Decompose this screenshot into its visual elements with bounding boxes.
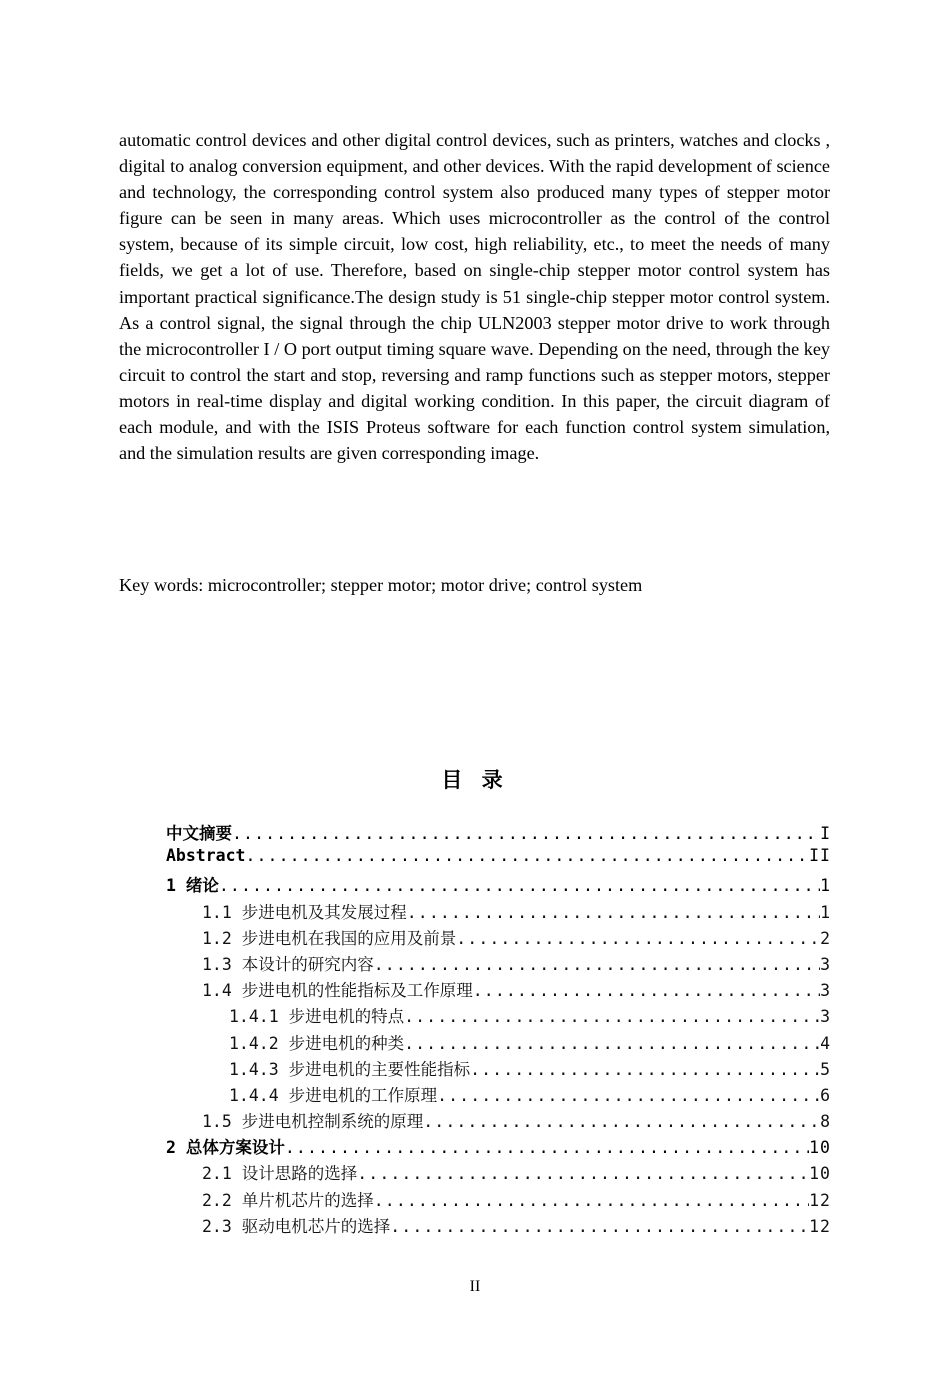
toc-entry-label: Abstract — [166, 846, 246, 866]
toc-entry-label: 1.1 步进电机及其发展过程 — [202, 902, 407, 922]
toc-entry-label: 2.3 驱动电机芯片的选择 — [202, 1216, 391, 1236]
toc-leader-dots — [407, 903, 820, 922]
toc-leader-dots — [473, 981, 820, 1000]
toc-entry-label: 2.1 设计思路的选择 — [202, 1164, 358, 1184]
toc-entry-label: 1.5 步进电机控制系统的原理 — [202, 1112, 424, 1132]
toc-entry-page: 2 — [820, 928, 831, 948]
toc-leader-dots — [285, 1138, 809, 1157]
toc-leader-dots — [470, 1060, 820, 1079]
toc-entry-1-1[interactable] — [166, 899, 831, 925]
abstract-paragraph: automatic control devices and other digital control devices, such as printers, watches and clocks , digital to analog conversion equipment, and other devices. With the rapid development of science and technology, the corresponding control system also produced many types of stepper motor figure can be seen in many areas. Which uses microcontroller as the control of the control system, because of its simple circuit, low cost, high reliability, etc., to meet the needs of many fields, we get a lot of use. Therefore, based on single-chip stepper motor control system has important practical significance.The design study is 51 single-chip stepper motor control system. As a control signal, the signal through the chip ULN2003 stepper motor drive to work through the microcontroller I / O port output timing square wave. Depending on the need, through the key circuit to control the start and stop, reversing and ramp functions such as stepper motors, stepper motors in real-time display and digital working condition. In this paper, the circuit diagram of each module, and with the ISIS Proteus software for each function control system simulation, and the simulation results are given corresponding image. — [119, 130, 830, 464]
toc-entry-page: 1 — [820, 876, 831, 896]
toc-entry-chinese-abstract[interactable] — [166, 820, 831, 846]
toc-entry-page: 4 — [820, 1033, 831, 1053]
toc-entry-label: 1.4 步进电机的性能指标及工作原理 — [202, 981, 473, 1001]
toc-entry-page: 1 — [820, 902, 831, 922]
toc-entry-page: 3 — [820, 1007, 831, 1027]
toc-leader-dots — [219, 876, 820, 895]
toc-entry-1-4-4[interactable] — [166, 1082, 831, 1108]
toc-entry-1-4-3[interactable] — [166, 1056, 831, 1082]
toc-leader-dots — [423, 1112, 820, 1131]
toc-leader-dots — [456, 929, 820, 948]
toc-entry-label: 1.2 步进电机在我国的应用及前景 — [202, 928, 457, 948]
toc-entry-abstract[interactable] — [166, 846, 831, 872]
toc-entry-1-4-1[interactable] — [166, 1003, 831, 1029]
toc-leader-dots — [390, 1217, 809, 1236]
toc-entry-page: 5 — [820, 1059, 831, 1079]
toc-entry-label: 1.3 本设计的研究内容 — [202, 954, 374, 974]
table-of-contents — [166, 820, 831, 1239]
toc-leader-dots — [357, 1164, 809, 1183]
toc-entry-1-2[interactable] — [166, 925, 831, 951]
toc-leader-dots — [404, 1034, 820, 1053]
toc-entry-chapter-2[interactable] — [166, 1134, 831, 1160]
toc-entry-page: 3 — [820, 954, 831, 974]
toc-entry-page: 3 — [820, 981, 831, 1001]
toc-entry-page: 10 — [809, 1138, 831, 1158]
toc-entry-1-4[interactable] — [166, 977, 831, 1003]
toc-entry-page: I — [820, 824, 831, 843]
toc-entry-page: 10 — [809, 1164, 831, 1184]
toc-entry-page: II — [809, 846, 831, 866]
toc-entry-2-1[interactable] — [166, 1160, 831, 1186]
toc-entry-2-3[interactable] — [166, 1213, 831, 1239]
toc-entry-label: 1.4.2 步进电机的种类 — [229, 1033, 405, 1053]
toc-title: 目 录 — [441, 768, 509, 792]
toc-entry-page: 6 — [820, 1085, 831, 1105]
toc-leader-dots — [374, 1191, 809, 1210]
toc-leader-dots — [437, 1086, 820, 1105]
toc-entry-label: 中文摘要 — [166, 824, 232, 843]
toc-entry-page: 12 — [809, 1216, 831, 1236]
toc-entry-2-2[interactable] — [166, 1187, 831, 1213]
toc-leader-dots — [374, 955, 820, 974]
toc-entry-label: 1.4.3 步进电机的主要性能指标 — [229, 1059, 471, 1079]
toc-entry-label: 1.4.4 步进电机的工作原理 — [229, 1085, 438, 1105]
toc-entry-1-3[interactable] — [166, 951, 831, 977]
toc-leader-dots — [232, 824, 820, 843]
toc-entry-label: 1 绪论 — [166, 876, 219, 896]
toc-entry-1-5[interactable] — [166, 1108, 831, 1134]
toc-entry-page: 12 — [809, 1190, 831, 1210]
toc-leader-dots — [404, 1007, 820, 1026]
toc-entry-label: 2 总体方案设计 — [166, 1138, 285, 1158]
toc-entry-chapter-1[interactable] — [166, 872, 831, 898]
toc-entry-page: 8 — [820, 1112, 831, 1132]
toc-leader-dots — [245, 846, 809, 865]
page-number: II — [469, 1278, 481, 1295]
keywords-line: Key words: microcontroller; stepper motor; motor drive; control system — [119, 575, 643, 595]
toc-entry-1-4-2[interactable] — [166, 1030, 831, 1056]
toc-entry-label: 2.2 单片机芯片的选择 — [202, 1190, 374, 1210]
toc-entry-label: 1.4.1 步进电机的特点 — [229, 1007, 405, 1027]
